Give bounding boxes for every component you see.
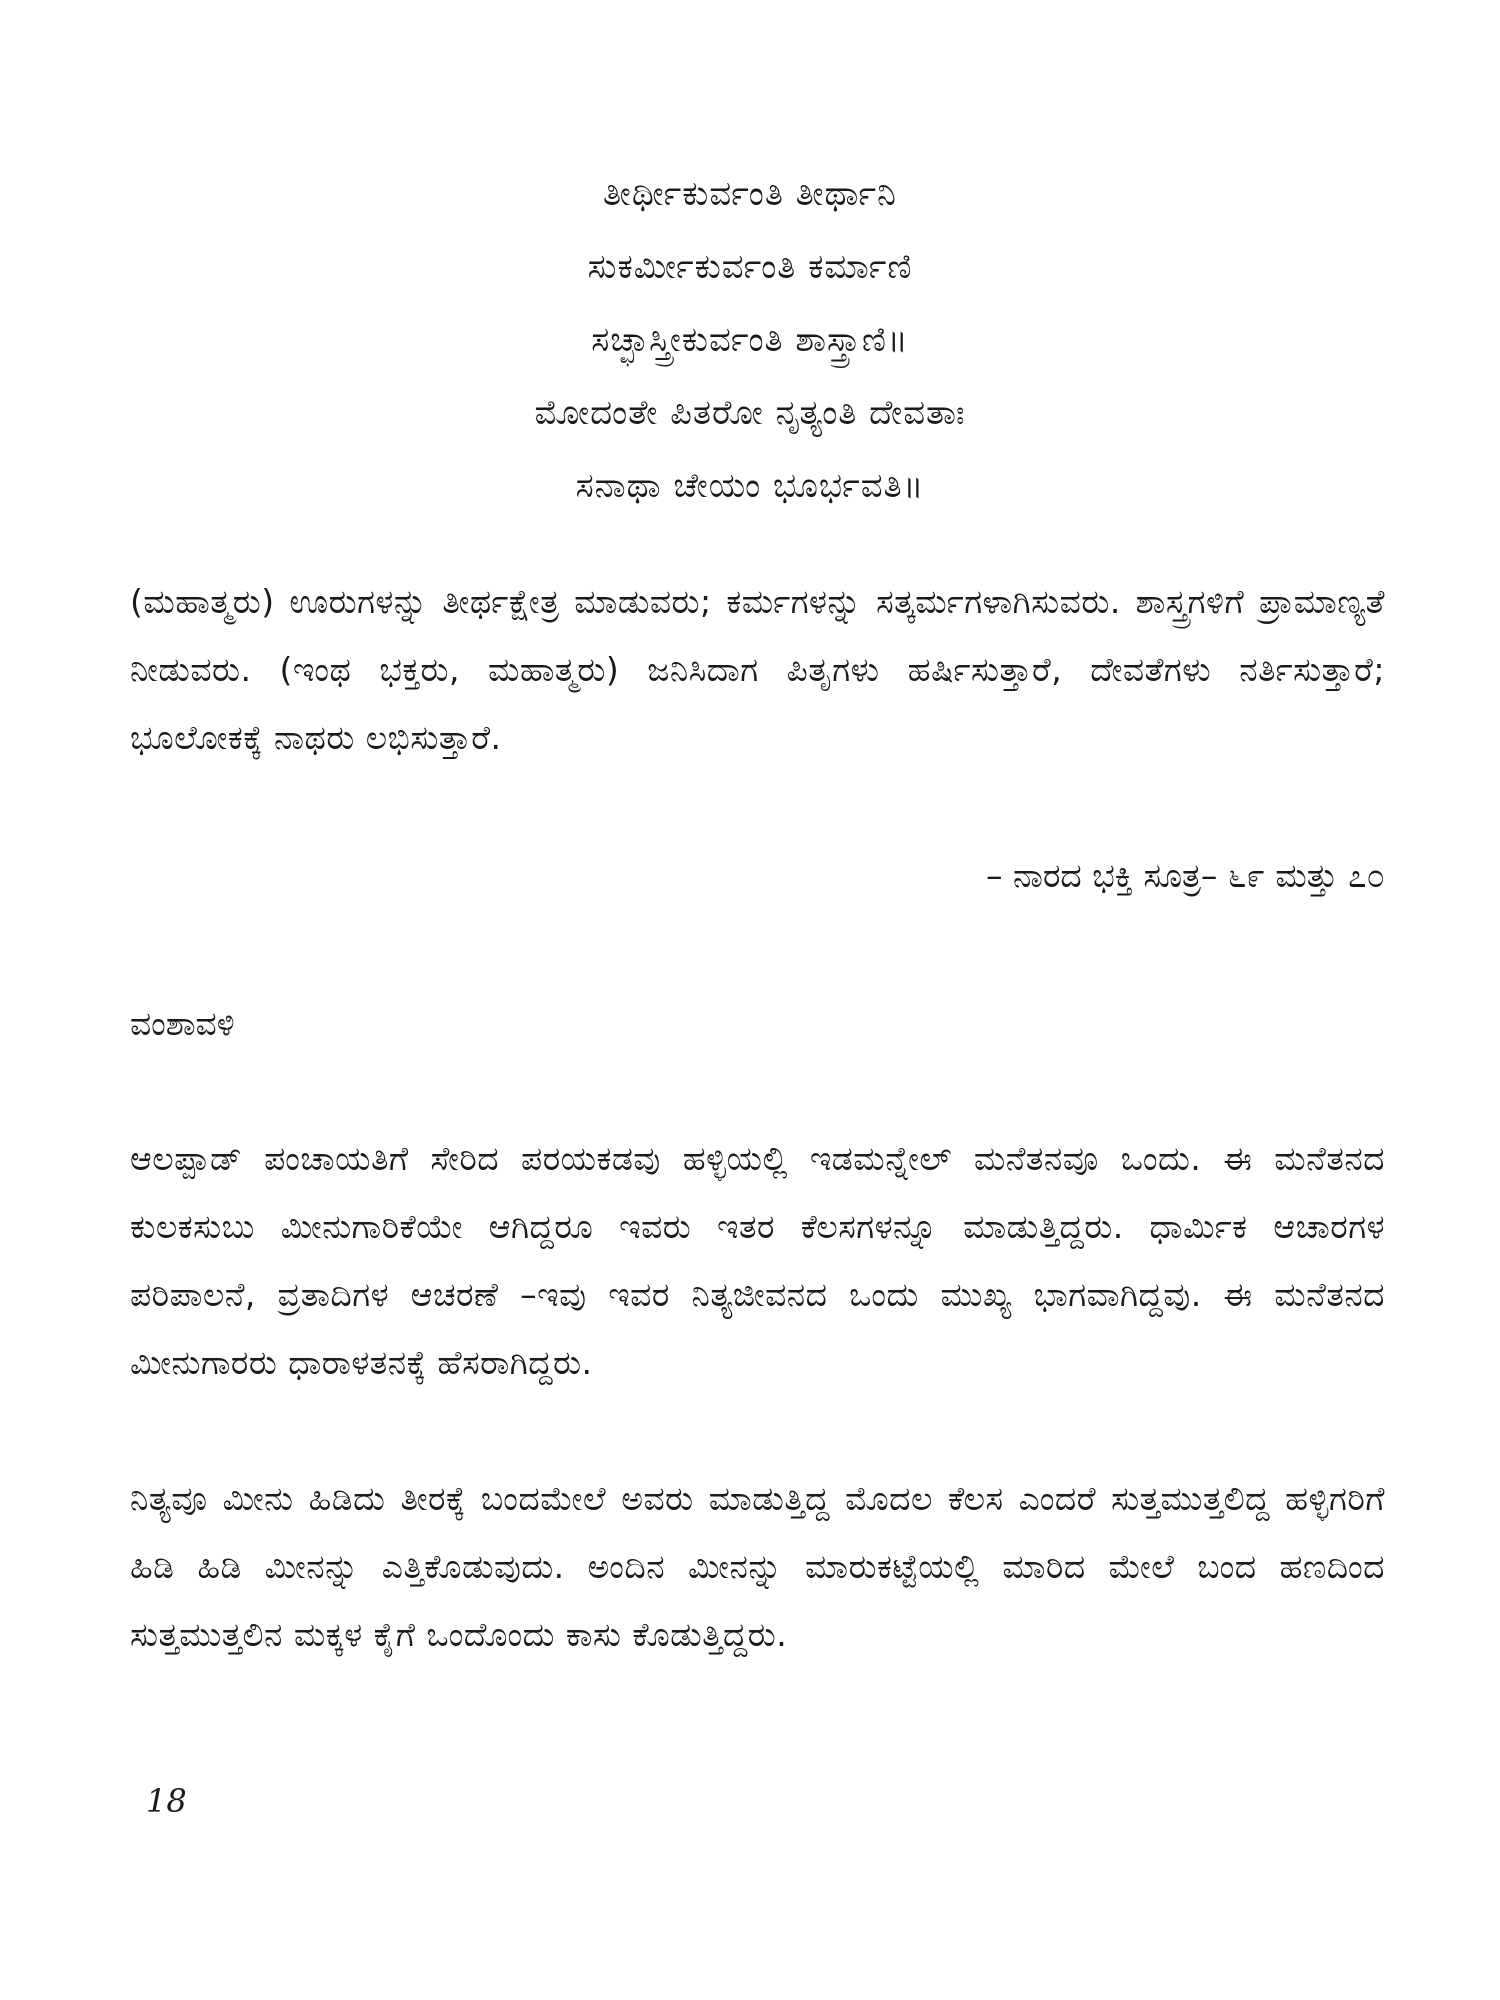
page-number: 18 xyxy=(146,1782,187,1820)
sanskrit-verse xyxy=(130,158,1370,523)
verse-translation: (ಮಹಾತ್ಮರು) ಊರುಗಳನ್ನು ತೀರ್ಥಕ್ಷೇತ್ರ ಮಾಡುವರು; ಕರ್ಮಗಳನ್ನು ಸತ್ಕರ್ಮಗಳಾಗಿಸುವರು. ಶಾಸ್ತ್ರಗಳಿಗೆ ಪ್ರಾಮಾಣ್ಯತೆ ನೀಡುವರು. (ಇಂಥ ಭಕ್ತರು, ಮಹಾತ್ಮರು) ಜನಿಸಿದಾಗ ಪಿತೃಗಳು ಹರ್ಷಿಸುತ್ತಾರೆ, ದೇವತೆಗಳು ನರ್ತಿಸುತ್ತಾರೆ; ಭೂಲೋಕಕ್ಕೆ ನಾಥರು ಲಭಿಸುತ್ತಾರೆ. xyxy=(130,582,1385,757)
verse-attribution: – ನಾರದ ಭಕ್ತಿ ಸೂತ್ರ– ೬೯ ಮತ್ತು ೭೦ xyxy=(985,856,1385,895)
body-paragraph: ಆಲಪ್ಪಾಡ್ ಪಂಚಾಯತಿಗೆ ಸೇರಿದ ಪರಯಕಡವು ಹಳ್ಳಿಯಲ್ಲಿ ಇಡಮನ್ನೇಲ್ ಮನೆತನವೂ ಒಂದು. ಈ ಮನೆತನದ ಕುಲಕಸುಬು ಮೀನುಗಾರಿಕೆಯೇ ಆಗಿದ್ದರೂ ಇವರು ಇತರ ಕೆಲಸಗಳನ್ನೂ ಮಾಡುತ್ತಿದ್ದರು. ಧಾರ್ಮಿಕ ಆಚಾರಗಳ ಪರಿಪಾಲನೆ, ವ್ರತಾದಿಗಳ ಆಚರಣೆ –ಇವು ಇವರ ನಿತ್ಯಜೀವನದ ಒಂದು ಮುಖ್ಯ ಭಾಗವಾಗಿದ್ದವು. ಈ ಮನೆತನದ ಮೀನುಗಾರರು ಧಾರಾಳತನಕ್ಕೆ ಹೆಸರಾಗಿದ್ದರು. xyxy=(130,1139,1385,1382)
verse-line: ಸುಕರ್ಮೀಕುರ್ವಂತಿ ಕರ್ಮಾಣಿ xyxy=(587,247,913,287)
verse-line: ಸಚ್ಛಾಸ್ತ್ರೀಕುರ್ವಂತಿ ಶಾಸ್ತ್ರಾಣಿ॥ xyxy=(591,320,909,360)
verse-line: ಸನಾಥಾ ಚೇಯಂ ಭೂರ್ಭವತಿ॥ xyxy=(575,466,925,506)
body-paragraph: ನಿತ್ಯವೂ ಮೀನು ಹಿಡಿದು ತೀರಕ್ಕೆ ಬಂದಮೇಲೆ ಅವರು ಮಾಡುತ್ತಿದ್ದ ಮೊದಲ ಕೆಲಸ ಎಂದರೆ ಸುತ್ತಮುತ್ತಲಿದ್ದ ಹಳ್ಳಿಗರಿಗೆ ಹಿಡಿ ಹಿಡಿ ಮೀನನ್ನು ಎತ್ತಿಕೊಡುವುದು. ಅಂದಿನ ಮೀನನ್ನು ಮಾರುಕಟ್ಟೆಯಲ್ಲಿ ಮಾರಿದ ಮೇಲೆ ಬಂದ ಹಣದಿಂದ ಸುತ್ತಮುತ್ತಲಿನ ಮಕ್ಕಳ ಕೈಗೆ ಒಂದೊಂದು ಕಾಸು ಕೊಡುತ್ತಿದ್ದರು. xyxy=(130,1479,1385,1654)
section-heading: ವಂಶಾವಳಿ xyxy=(130,1004,235,1043)
verse-line: ಮೋದಂತೇ ಪಿತರೋ ನೃತ್ಯಂತಿ ದೇವತಾಃ xyxy=(534,393,966,433)
verse-line: ತೀರ್ಥೀಕುರ್ವಂತಿ ತೀರ್ಥಾನಿ xyxy=(603,174,897,214)
